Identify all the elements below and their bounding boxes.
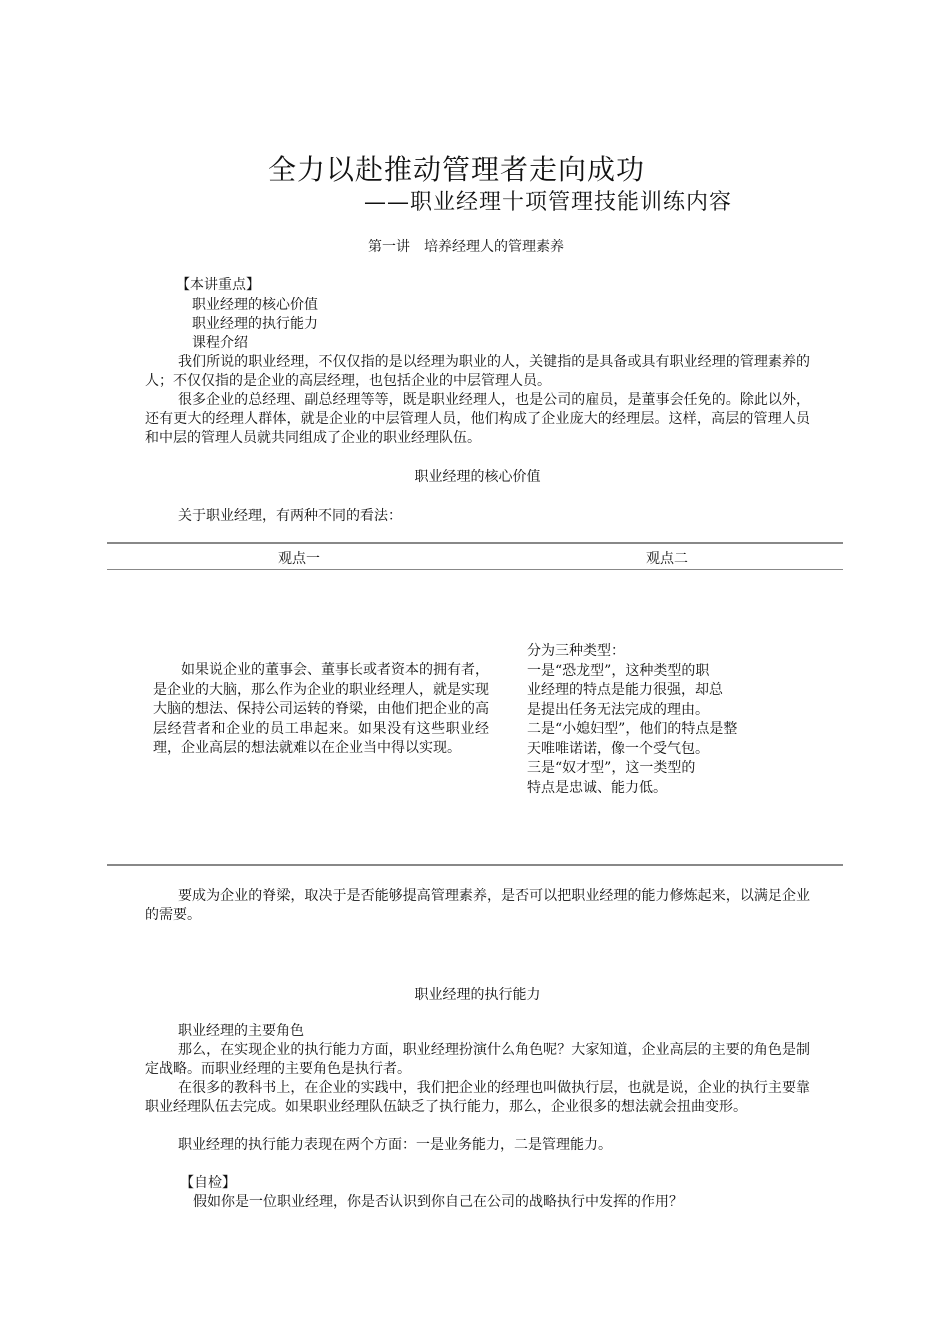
- table-top-rule: [107, 542, 843, 544]
- table-header-col1: 观点一: [278, 551, 320, 567]
- table-header-col2: 观点二: [646, 551, 688, 567]
- section-conclusion: 要成为企业的脊梁，取决于是否能够提高管理素养，是否可以把职业经理的能力修炼起来，以满足企业的需要。: [145, 888, 810, 923]
- key-points-label: 【本讲重点】: [176, 277, 260, 293]
- intro-paragraph: 我们所说的职业经理，不仅仅指的是以经理为职业的人，关键指的是具备或具有职业经理的管理素养的人；不仅仅指的是企业的高层经理，也包括企业的中层管理人员。: [145, 354, 810, 389]
- intro-paragraph: 很多企业的总经理、副总经理等等，既是职业经理人，也是公司的雇员，是董事会任免的。除此以外，还有更大的经理人群体，就是企业的中层管理人员，他们构成了企业庞大的经理层。这样，高层的管理人员和中层的管理人员就共同组成了企业的职业经理队伍。: [145, 392, 810, 446]
- self-check-label: 【自检】: [180, 1175, 236, 1191]
- viewpoint-two-line: 是提出任务无法完成的理由。: [527, 701, 709, 718]
- table-bottom-rule: [107, 864, 843, 866]
- viewpoint-two-line: 特点是忠诚、能力低。: [527, 779, 667, 796]
- body-paragraph: 在很多的教科书上，在企业的实践中，我们把企业的经理也叫做执行层，也就是说，企业的执行主要靠职业经理队伍去完成。如果职业经理队伍缺乏了执行能力，那么，企业很多的想法就会扭曲变形。: [145, 1080, 810, 1115]
- viewpoint-two-line: 一是“恐龙型”，这种类型的职: [527, 662, 710, 679]
- key-point-item: 职业经理的执行能力: [192, 316, 318, 332]
- table-header-rule: [107, 569, 843, 570]
- section-lead: 关于职业经理，有两种不同的看法：: [178, 508, 402, 524]
- section-heading-core-value: 职业经理的核心价值: [414, 469, 541, 485]
- key-point-item: 课程介绍: [192, 335, 248, 351]
- viewpoint-two-text: [527, 642, 817, 798]
- key-point-item: 职业经理的核心价值: [192, 297, 318, 313]
- viewpoint-two-line: 天唯唯诺诺，像一个受气包。: [527, 740, 709, 757]
- viewpoint-two-line: 业经理的特点是能力很强，却总: [527, 682, 723, 698]
- document-title: 全力以赴推动管理者走向成功: [268, 153, 646, 186]
- viewpoint-two-line: 三是“奴才型”，这一类型的: [527, 760, 696, 776]
- body-paragraph: 那么，在实现企业的执行能力方面，职业经理扮演什么角色呢？大家知道，企业高层的主要的角色是制定战略。而职业经理的主要角色是执行者。: [145, 1042, 810, 1077]
- section-subheading: 职业经理的主要角色: [178, 1023, 304, 1039]
- viewpoint-one-text: 如果说企业的董事会、董事长或者资本的拥有者，是企业的大脑，那么作为企业的职业经理人，就是实现大脑的想法、保持公司运转的脊梁，由他们把企业的高层经营者和企业的员工串起来。如果没有这些职业经理，企业高层的想法就难以在企业当中得以实现。: [153, 662, 489, 756]
- document-subtitle: ——职业经理十项管理技能训练内容: [364, 190, 733, 215]
- viewpoint-two-line: 二是“小媳妇型”，他们的特点是整: [527, 721, 738, 737]
- self-check-question: 假如你是一位职业经理，你是否认识到你自己在公司的战略执行中发挥的作用？: [193, 1194, 683, 1210]
- section-heading-execution: 职业经理的执行能力: [414, 987, 541, 1003]
- body-paragraph: 职业经理的执行能力表现在两个方面：一是业务能力，二是管理能力。: [178, 1137, 612, 1153]
- lecture-heading: 第一讲 培养经理人的管理素养: [368, 239, 564, 255]
- viewpoint-two-line: 分为三种类型：: [527, 643, 625, 659]
